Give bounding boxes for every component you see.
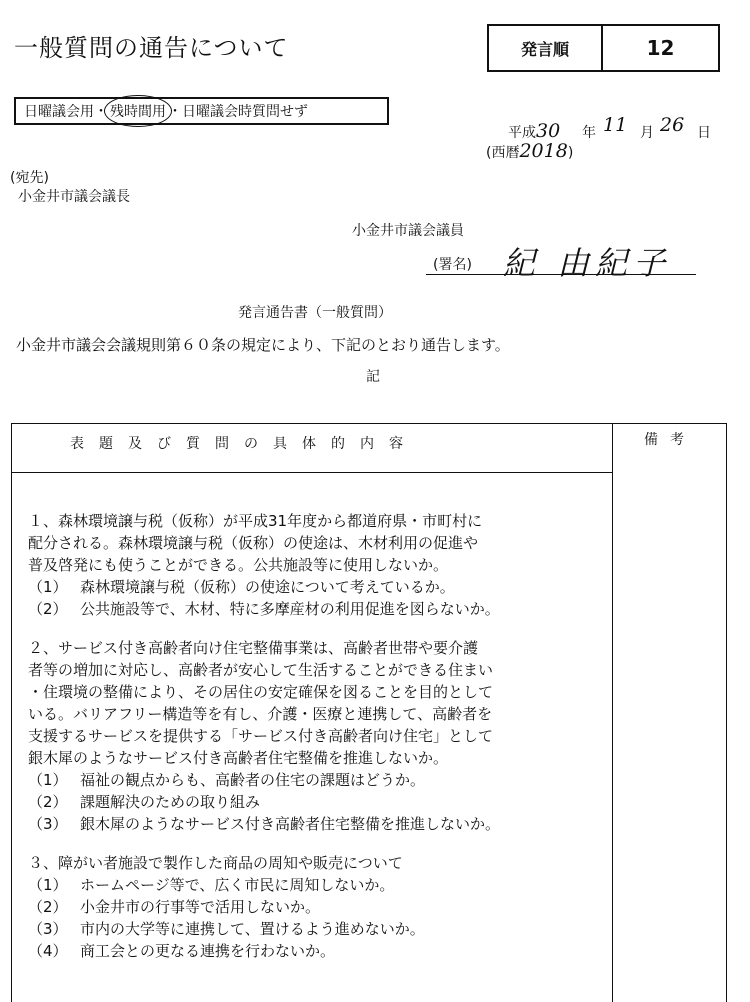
question-block xyxy=(28,852,608,962)
question-content xyxy=(28,510,608,962)
sub-question-number: （3） xyxy=(28,815,68,833)
document-title: 発言通告書（一般質問） xyxy=(238,305,392,321)
usage-option-sunday: 日曜議会用・ xyxy=(24,104,108,120)
era-year-handwritten: 30 xyxy=(536,120,561,142)
question-line: いる。バリアフリー構造等を有し、介護・医療と連携して、高齢者を xyxy=(28,705,493,723)
sub-question xyxy=(28,576,608,598)
sub-question-number: （3） xyxy=(28,920,68,938)
speaking-order-number: 12 xyxy=(646,36,675,60)
sub-question-number: （1） xyxy=(28,578,68,596)
day-handwritten: 26 xyxy=(660,114,685,136)
question-block xyxy=(28,510,608,620)
sub-question xyxy=(28,896,608,918)
usage-options-box xyxy=(14,97,389,125)
speaking-order-label: 発言順 xyxy=(489,26,603,70)
signature-underline xyxy=(426,274,696,275)
sub-question-number: （4） xyxy=(28,942,68,960)
page-title: 一般質問の通告について xyxy=(14,34,289,62)
sub-question-number: （2） xyxy=(28,793,68,811)
month-suffix: 月 xyxy=(640,125,654,141)
date-era xyxy=(508,120,560,142)
sub-question-text: 福祉の観点からも、高齢者の住宅の課題はどうか。 xyxy=(80,771,426,789)
question-line: 銀木犀のようなサービス付き高齢者住宅整備を推進しないか。 xyxy=(28,749,449,767)
question-line: ３、障がい者施設で製作した商品の周知や販売について xyxy=(28,854,403,872)
question-line: 配分される。森林環境譲与税（仮称）の使途は、木材利用の促進や xyxy=(28,534,479,552)
sender-affiliation: 小金井市議会議員 xyxy=(352,223,464,239)
table-header-notes: 備考 xyxy=(644,432,696,448)
sub-question-text: 森林環境譲与税（仮称）の使途について考えているか。 xyxy=(80,578,455,596)
sub-question-text: 小金井市の行事等で活用しないか。 xyxy=(80,898,321,916)
sub-question-text: ホームページ等で、広く市民に周知しないか。 xyxy=(80,876,395,894)
sub-question-number: （2） xyxy=(28,600,68,618)
signature-label: (署名) xyxy=(433,257,472,273)
western-suffix: ) xyxy=(567,145,574,161)
western-prefix: (西暦 xyxy=(486,145,520,161)
year-suffix: 年 xyxy=(582,125,596,141)
usage-option-remaining-time-circled: 残時間用 xyxy=(108,101,168,121)
sub-question-text: 課題解決のための取り組み xyxy=(80,793,261,811)
sub-question-number: （1） xyxy=(28,876,68,894)
sub-question xyxy=(28,791,608,813)
question-line: ２、サービス付き高齢者向け住宅整備事業は、高齢者世帯や要介護 xyxy=(28,639,479,657)
sub-question-text: 商工会との更なる連携を行わないか。 xyxy=(80,942,336,960)
month-handwritten: 11 xyxy=(603,114,628,136)
table-header-content: 表題及び質問の具体的内容 xyxy=(70,436,418,452)
speaking-order-box xyxy=(487,24,720,72)
western-year-handwritten: 2018 xyxy=(519,140,568,162)
question-line: 者等の増加に対応し、高齢者が安心して生活することができる住まい xyxy=(28,661,494,679)
sub-question-number: （2） xyxy=(28,898,68,916)
ki-heading: 記 xyxy=(366,369,380,385)
sub-question xyxy=(28,769,608,791)
question-block xyxy=(28,637,608,835)
sub-question xyxy=(28,813,608,835)
table-column-divider xyxy=(612,423,613,1002)
sub-question xyxy=(28,598,608,620)
question-line: 普及啓発にも使うことができる。公共施設等に使用しないか。 xyxy=(28,556,449,574)
sub-question-text: 銀木犀のようなサービス付き高齢者住宅整備を推進しないか。 xyxy=(80,815,501,833)
sub-question xyxy=(28,940,608,962)
question-line: １、森林環境譲与税（仮称）が平成31年度から都道府県・市町村に xyxy=(28,512,483,530)
table-header-divider xyxy=(11,472,612,473)
era-prefix: 平成 xyxy=(508,125,536,141)
sub-question-number: （1） xyxy=(28,771,68,789)
addressee-label: (宛先) xyxy=(10,170,49,186)
sub-question xyxy=(28,874,608,896)
sub-question-text: 市内の大学等に連携して、置けるよう進めないか。 xyxy=(80,920,425,938)
intro-text: 小金井市議会会議規則第６０条の規定により、下記のとおり通告します。 xyxy=(16,336,510,354)
addressee-name: 小金井市議会議長 xyxy=(18,189,130,205)
date-western xyxy=(486,140,573,162)
signature-handwritten: 紀 由紀子 xyxy=(503,244,672,282)
usage-option-no-question: ・日曜議会時質問せず xyxy=(168,104,308,120)
day-suffix: 日 xyxy=(697,125,711,141)
question-line: 支援するサービスを提供する「サービス付き高齢者向け住宅」として xyxy=(28,727,494,745)
question-line: ・住環境の整備により、その居住の安定確保を図ることを目的として xyxy=(28,683,494,701)
sub-question xyxy=(28,918,608,940)
sub-question-text: 公共施設等で、木材、特に多摩産材の利用促進を図らないか。 xyxy=(80,600,500,618)
